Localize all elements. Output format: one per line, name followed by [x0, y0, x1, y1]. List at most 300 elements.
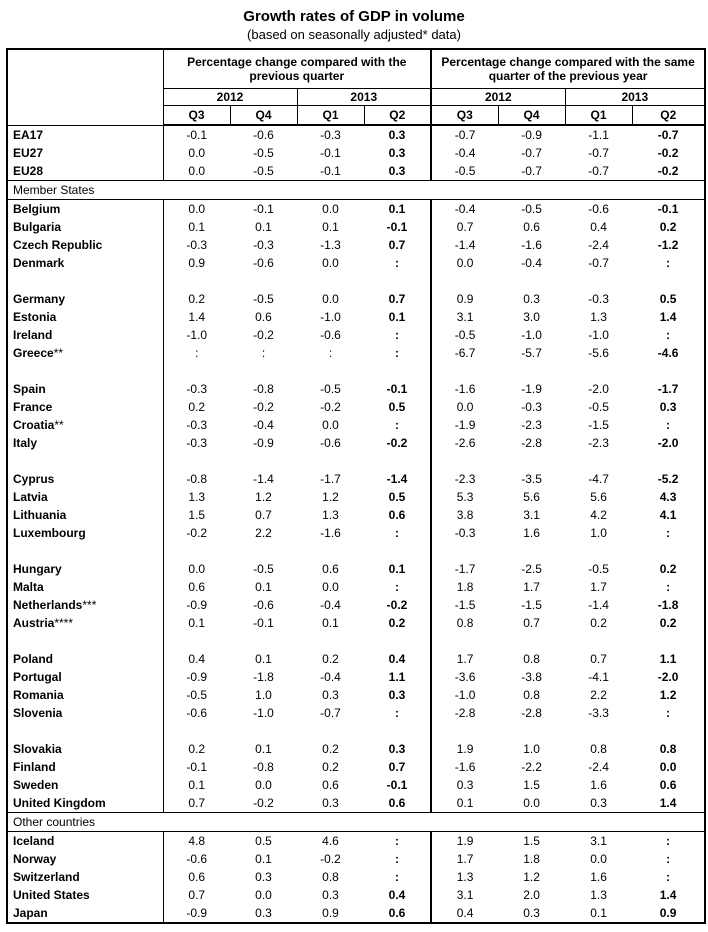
value-cell: 4.1: [659, 508, 677, 522]
value-cell: 0.6: [163, 578, 230, 596]
country-label: Belgium: [13, 202, 61, 216]
value-cell: :: [666, 852, 671, 866]
country-name: [7, 758, 163, 776]
value-cell: 0.1: [255, 652, 272, 666]
value-cell: 3.1: [431, 308, 498, 326]
value-cell: 3.1: [431, 886, 498, 904]
value-cell: :: [328, 346, 333, 360]
country-label: EA17: [13, 127, 44, 142]
table-row: [7, 596, 705, 614]
value-cell: -0.4: [431, 144, 498, 162]
page-subtitle: (based on seasonally adjusted* data): [247, 27, 461, 42]
table-row: [7, 850, 705, 868]
value-cell: -1.7: [431, 560, 498, 578]
value-cell: -0.6: [253, 256, 274, 270]
value-cell: -0.2: [320, 852, 341, 866]
value-cell: 0.2: [659, 562, 677, 576]
value-cell: 1.7: [431, 650, 498, 668]
country-name: [7, 506, 163, 524]
value-cell: -0.4: [431, 200, 498, 219]
value-cell: 0.3: [322, 796, 339, 810]
spacer-cell: [632, 452, 705, 470]
value-cell: 0.3: [388, 128, 406, 142]
value-cell: 0.3: [322, 888, 339, 902]
year-2012-header: 2012: [163, 89, 297, 106]
country-label: Romania: [13, 688, 64, 702]
quarter-header: Q2: [364, 106, 431, 126]
table-row: [7, 686, 705, 704]
value-cell: -1.9: [431, 416, 498, 434]
table-row: [7, 125, 705, 144]
value-cell: 0.7: [163, 794, 230, 813]
table-row: [7, 434, 705, 452]
value-cell: 0.6: [255, 310, 272, 324]
value-cell: 0.0: [322, 418, 339, 432]
value-cell: 0.6: [659, 778, 677, 792]
value-cell: 0.0: [163, 162, 230, 181]
table-row: [7, 470, 705, 488]
table-row: [7, 344, 705, 362]
value-cell: -1.6: [431, 380, 498, 398]
value-cell: 3.1: [523, 508, 540, 522]
spacer-cell: [431, 452, 498, 470]
value-cell: 0.1: [388, 202, 406, 216]
value-cell: 0.9: [163, 254, 230, 272]
country-label: Netherlands: [13, 598, 83, 612]
value-cell: -0.7: [588, 164, 609, 178]
country-label: Poland: [13, 652, 54, 666]
table-row: [7, 886, 705, 904]
value-cell: 0.0: [163, 200, 230, 219]
value-cell: :: [666, 834, 671, 848]
value-cell: -0.7: [431, 125, 498, 144]
table-row: [7, 380, 705, 398]
value-cell: :: [163, 344, 230, 362]
spacer-cell: [498, 452, 565, 470]
value-cell: -2.3: [521, 418, 542, 432]
quarter-header: Q4: [230, 106, 297, 126]
value-cell: :: [395, 580, 400, 594]
country-name: [7, 832, 163, 851]
spacer-cell: [297, 452, 364, 470]
value-cell: 0.9: [659, 906, 677, 920]
value-cell: -1.1: [588, 128, 609, 142]
spacer-cell: [7, 362, 163, 380]
value-cell: 5.3: [431, 488, 498, 506]
value-cell: 0.1: [590, 906, 607, 920]
value-cell: 0.6: [388, 906, 406, 920]
country-label: Italy: [13, 436, 38, 450]
value-cell: 0.4: [431, 904, 498, 923]
spacer-cell: [632, 722, 705, 740]
value-cell: -0.3: [521, 400, 542, 414]
value-cell: 0.7: [388, 238, 406, 252]
value-cell: 0.1: [388, 310, 406, 324]
value-cell: -0.6: [253, 598, 274, 612]
value-cell: 5.6: [590, 490, 607, 504]
value-cell: -0.1: [386, 778, 408, 792]
table-row: [7, 398, 705, 416]
value-cell: -0.1: [163, 125, 230, 144]
spacer-cell: [364, 632, 431, 650]
country-name: [7, 686, 163, 704]
spacer-cell: [163, 542, 230, 560]
table-row: [7, 524, 705, 542]
spacer-cell: [632, 272, 705, 290]
value-cell: -0.3: [320, 128, 341, 142]
spacer-cell: [431, 272, 498, 290]
year-2012-header: 2012: [431, 89, 565, 106]
value-cell: -2.2: [521, 760, 542, 774]
spacer-cell: [498, 362, 565, 380]
value-cell: 0.0: [431, 254, 498, 272]
country-name: [7, 290, 163, 308]
value-cell: 1.0: [590, 526, 607, 540]
value-cell: 0.1: [255, 742, 272, 756]
value-cell: 1.6: [590, 870, 607, 884]
table-row: [7, 704, 705, 722]
country-label: Croatia: [13, 418, 55, 432]
table-body: [7, 125, 705, 923]
country-label: France: [13, 400, 53, 414]
value-cell: :: [261, 346, 266, 360]
value-cell: -0.5: [163, 686, 230, 704]
value-cell: -0.8: [163, 470, 230, 488]
value-cell: -0.2: [253, 400, 274, 414]
value-cell: 0.2: [163, 398, 230, 416]
value-cell: -0.3: [588, 292, 609, 306]
value-cell: :: [395, 834, 400, 848]
value-cell: 0.2: [163, 740, 230, 758]
value-cell: -1.4: [253, 472, 274, 486]
spacer-row: [7, 452, 705, 470]
value-cell: -0.7: [588, 256, 609, 270]
value-cell: -1.5: [431, 596, 498, 614]
country-label: Norway: [13, 852, 57, 866]
value-cell: -0.6: [320, 328, 341, 342]
country-name: [7, 650, 163, 668]
value-cell: 0.0: [590, 852, 607, 866]
value-cell: -0.5: [253, 164, 274, 178]
value-cell: -0.8: [253, 382, 274, 396]
value-cell: -0.6: [588, 202, 609, 216]
value-cell: 0.0: [659, 760, 677, 774]
value-cell: -5.2: [657, 472, 679, 486]
value-cell: 0.1: [322, 220, 339, 234]
value-cell: 0.1: [163, 218, 230, 236]
spacer-cell: [364, 362, 431, 380]
spacer-cell: [297, 272, 364, 290]
country-label: Malta: [13, 580, 44, 594]
value-cell: 1.4: [163, 308, 230, 326]
table-row: [7, 326, 705, 344]
value-cell: 0.7: [255, 508, 272, 522]
value-cell: -0.7: [657, 128, 679, 142]
spacer-cell: [364, 542, 431, 560]
value-cell: -0.2: [253, 328, 274, 342]
value-cell: -1.9: [521, 382, 542, 396]
value-cell: 0.2: [659, 616, 677, 630]
value-cell: 0.5: [388, 400, 406, 414]
value-cell: 1.4: [659, 888, 677, 902]
country-name: [7, 614, 163, 632]
value-cell: 1.3: [431, 868, 498, 886]
country-name: [7, 776, 163, 794]
value-cell: 5.6: [523, 490, 540, 504]
value-cell: 1.5: [523, 834, 540, 848]
spacer-cell: [431, 362, 498, 380]
value-cell: 0.0: [322, 202, 339, 216]
spacer-cell: [230, 632, 297, 650]
value-cell: :: [395, 328, 400, 342]
spacer-cell: [364, 452, 431, 470]
spacer-cell: [230, 542, 297, 560]
value-cell: -2.0: [657, 670, 679, 684]
value-cell: -0.2: [386, 436, 408, 450]
spacer-cell: [565, 722, 632, 740]
value-cell: 0.7: [388, 292, 406, 306]
value-cell: 1.3: [322, 508, 339, 522]
footnote-marker: **: [53, 346, 64, 360]
country-name: [7, 596, 163, 614]
value-cell: -0.1: [657, 202, 679, 216]
country-label: Bulgaria: [13, 220, 62, 234]
quarter-header: Q3: [431, 106, 498, 126]
spacer-cell: [632, 542, 705, 560]
spacer-cell: [498, 722, 565, 740]
value-cell: -0.5: [431, 326, 498, 344]
value-cell: -0.2: [386, 598, 408, 612]
value-cell: -0.5: [253, 292, 274, 306]
value-cell: -0.7: [521, 146, 542, 160]
value-cell: 0.0: [163, 144, 230, 162]
value-cell: 1.2: [322, 490, 339, 504]
quarter-header: Q4: [498, 106, 565, 126]
footnote-marker: **: [54, 418, 64, 432]
value-cell: 0.3: [255, 906, 272, 920]
row-label-header: [7, 49, 163, 125]
table-row: [7, 832, 705, 851]
quarter-header: Q3: [163, 106, 230, 126]
value-cell: 0.0: [255, 778, 272, 792]
spacer-cell: [230, 452, 297, 470]
value-cell: 4.6: [322, 834, 339, 848]
value-cell: -1.6: [320, 526, 341, 540]
value-cell: 0.3: [388, 742, 406, 756]
value-cell: 0.3: [523, 906, 540, 920]
value-cell: -0.1: [163, 758, 230, 776]
value-cell: -0.3: [163, 434, 230, 452]
value-cell: 2.2: [590, 688, 607, 702]
table-row: [7, 488, 705, 506]
country-name: [7, 488, 163, 506]
country-label: Latvia: [13, 490, 48, 504]
country-label: EU27: [13, 146, 44, 160]
value-cell: 0.0: [322, 580, 339, 594]
spacer-cell: [163, 362, 230, 380]
spacer-cell: [565, 272, 632, 290]
value-cell: 0.8: [523, 688, 540, 702]
value-cell: -1.0: [588, 328, 609, 342]
country-label: Spain: [13, 382, 46, 396]
value-cell: 0.4: [388, 652, 406, 666]
value-cell: -0.4: [320, 670, 341, 684]
spacer-cell: [431, 542, 498, 560]
value-cell: -0.6: [253, 128, 274, 142]
value-cell: -1.4: [588, 598, 609, 612]
value-cell: -0.2: [657, 146, 679, 160]
table-row: [7, 668, 705, 686]
table-row: [7, 162, 705, 181]
value-cell: 3.8: [431, 506, 498, 524]
value-cell: -0.5: [431, 162, 498, 181]
value-cell: -1.5: [588, 418, 609, 432]
country-name: [7, 308, 163, 326]
value-cell: -6.7: [431, 344, 498, 362]
table-row: [7, 506, 705, 524]
value-cell: 0.6: [523, 220, 540, 234]
value-cell: 0.7: [523, 616, 540, 630]
value-cell: :: [395, 706, 400, 720]
value-cell: 1.4: [659, 796, 677, 810]
value-cell: :: [666, 328, 671, 342]
country-label: Switzerland: [13, 870, 80, 884]
table-row: [7, 200, 705, 219]
value-cell: -0.2: [320, 400, 341, 414]
spacer-cell: [7, 452, 163, 470]
year-2013-header: 2013: [565, 89, 705, 106]
value-cell: 0.8: [590, 742, 607, 756]
value-cell: 0.3: [590, 796, 607, 810]
value-cell: -1.6: [521, 238, 542, 252]
spacer-cell: [498, 272, 565, 290]
value-cell: -1.3: [320, 238, 341, 252]
value-cell: -0.3: [163, 236, 230, 254]
value-cell: 0.9: [431, 290, 498, 308]
country-name: [7, 470, 163, 488]
value-cell: -1.8: [657, 598, 679, 612]
value-cell: -1.4: [431, 236, 498, 254]
value-cell: 0.2: [322, 742, 339, 756]
footnote-marker: ***: [82, 598, 97, 612]
spacer-cell: [297, 362, 364, 380]
value-cell: 1.9: [431, 740, 498, 758]
value-cell: -1.5: [521, 598, 542, 612]
table-row: [7, 416, 705, 434]
table-row: [7, 308, 705, 326]
table-row: [7, 254, 705, 272]
value-cell: 0.2: [590, 616, 607, 630]
value-cell: 0.3: [388, 146, 406, 160]
value-cell: 0.7: [431, 218, 498, 236]
value-cell: -0.2: [253, 796, 274, 810]
value-cell: 1.2: [255, 490, 272, 504]
value-cell: 0.4: [388, 888, 406, 902]
gdp-table: [6, 48, 706, 924]
country-name: [7, 236, 163, 254]
country-name: [7, 416, 163, 434]
country-name: [7, 380, 163, 398]
spacer-cell: [632, 632, 705, 650]
value-cell: -2.0: [588, 382, 609, 396]
value-cell: -0.2: [163, 524, 230, 542]
spacer-cell: [7, 542, 163, 560]
value-cell: -0.3: [431, 524, 498, 542]
value-cell: 0.3: [431, 776, 498, 794]
value-cell: -1.8: [253, 670, 274, 684]
value-cell: -0.9: [163, 904, 230, 923]
value-cell: 0.7: [163, 886, 230, 904]
value-cell: -3.6: [431, 668, 498, 686]
value-cell: -0.6: [163, 850, 230, 868]
country-label: Sweden: [13, 778, 59, 792]
table-row: [7, 776, 705, 794]
value-cell: -0.1: [386, 220, 408, 234]
value-cell: 0.8: [659, 742, 677, 756]
country-name: [7, 886, 163, 904]
value-cell: 1.8: [431, 578, 498, 596]
value-cell: 0.1: [163, 776, 230, 794]
table-row: [7, 740, 705, 758]
quarter-header: Q2: [632, 106, 705, 126]
value-cell: 0.7: [388, 760, 406, 774]
value-cell: -0.9: [163, 668, 230, 686]
country-name: [7, 704, 163, 722]
value-cell: 3.0: [523, 310, 540, 324]
spacer-cell: [297, 542, 364, 560]
value-cell: :: [666, 256, 671, 270]
value-cell: 0.9: [322, 906, 339, 920]
value-cell: :: [395, 526, 400, 540]
country-name: [7, 125, 163, 144]
table-row: [7, 904, 705, 923]
value-cell: -0.1: [386, 382, 408, 396]
value-cell: 0.8: [431, 614, 498, 632]
value-cell: 0.3: [255, 870, 272, 884]
value-cell: 1.4: [659, 310, 677, 324]
spacer-cell: [498, 542, 565, 560]
value-cell: 2.0: [523, 888, 540, 902]
value-cell: 4.8: [163, 832, 230, 851]
spacer-cell: [565, 452, 632, 470]
value-cell: -0.5: [588, 562, 609, 576]
country-label: EU28: [13, 164, 44, 178]
value-cell: -1.0: [521, 328, 542, 342]
value-cell: -5.6: [588, 346, 609, 360]
prev-quarter-header: Percentage change compared with the previous quarter: [163, 49, 431, 89]
quarter-header: Q1: [297, 106, 364, 126]
country-label: Greece: [13, 346, 54, 360]
value-cell: 0.5: [659, 292, 677, 306]
section-label: Other countries: [7, 813, 705, 832]
country-label: Lithuania: [13, 508, 67, 522]
value-cell: :: [395, 346, 400, 360]
value-cell: 1.5: [163, 506, 230, 524]
value-cell: 0.0: [255, 888, 272, 902]
country-name: [7, 254, 163, 272]
spacer-cell: [230, 722, 297, 740]
country-name: [7, 162, 163, 181]
value-cell: :: [395, 418, 400, 432]
value-cell: 0.5: [388, 490, 406, 504]
country-label: Ireland: [13, 328, 53, 342]
value-cell: 4.3: [659, 490, 677, 504]
table-row: [7, 614, 705, 632]
spacer-cell: [297, 632, 364, 650]
value-cell: -5.7: [521, 346, 542, 360]
value-cell: 1.3: [590, 888, 607, 902]
value-cell: 0.2: [388, 616, 406, 630]
